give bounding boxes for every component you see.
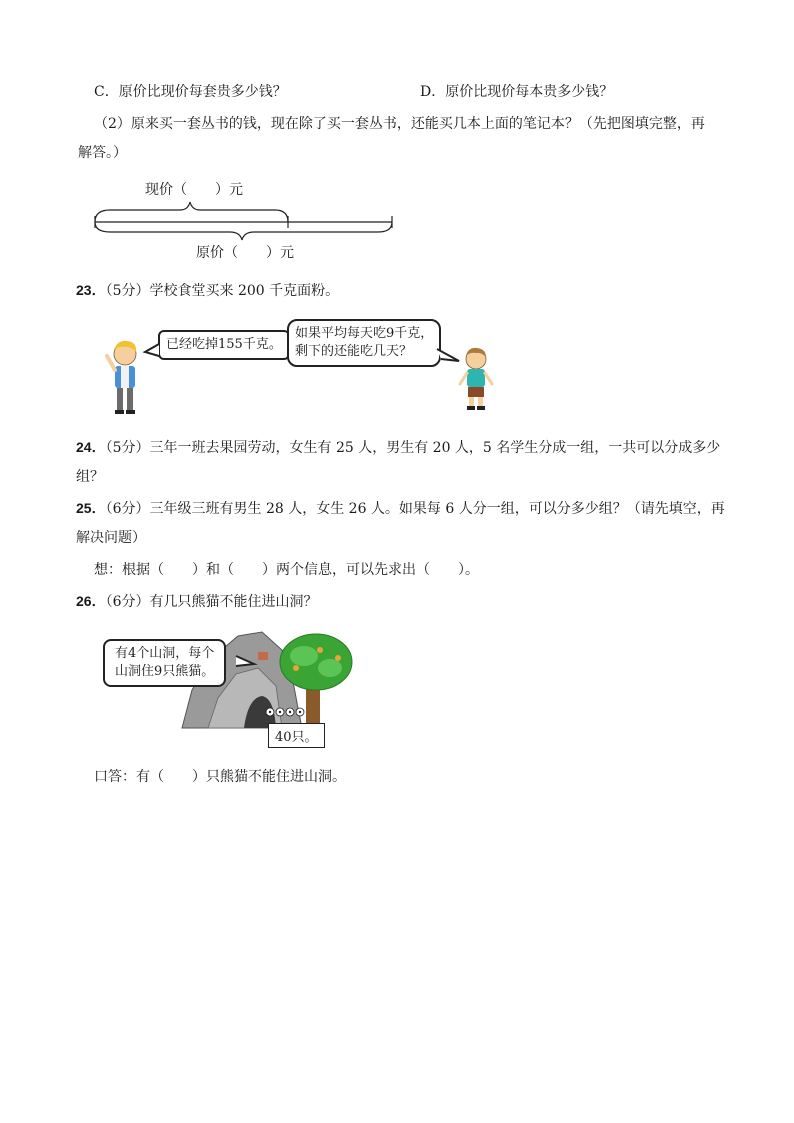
top-brace	[95, 202, 288, 222]
q26-heading	[76, 591, 318, 612]
speech-bubble-question	[287, 319, 441, 367]
q24-number: 24．	[76, 439, 106, 455]
q24-line2: 组？	[76, 469, 104, 485]
speech-bubble-eaten: 已经吃掉155千克。	[158, 330, 290, 360]
q23-number: 23．	[76, 282, 106, 298]
segment-diagram	[90, 200, 400, 240]
bubble-question-line1: 如果平均每天吃9千克，	[295, 326, 434, 341]
boy-left-illustration	[105, 338, 145, 418]
option-d: D．原价比现价每本贵多少钱？	[420, 84, 614, 100]
q25-number: 25．	[76, 500, 106, 516]
diagram-top-label: 现价（ ）元	[145, 182, 243, 198]
q23-score: （5分）	[105, 283, 150, 299]
q24-text: 三年一班去果园劳动，女生有 25 人，男生有 20 人，5 名学生分成一组，一共可以分成多少	[149, 440, 721, 456]
q25-score: （6分）	[105, 501, 150, 517]
q23-text: 学校食堂买来 200 千克面粉。	[149, 283, 340, 299]
q25-line2: 解决问题）	[76, 530, 146, 546]
bubble-caves-line2: 山洞住9只熊猫。	[115, 664, 215, 679]
q26-text: 有几只熊猫不能住进山洞？	[149, 594, 318, 610]
q23-heading	[76, 280, 339, 301]
q22-part2-line1: （2）原来买一套丛书的钱，现在除了买一套丛书，还能买几本上面的笔记本？（先把图填完整，再	[94, 116, 705, 132]
option-c: C．原价比现价每套贵多少钱？	[94, 84, 287, 100]
q25-text: 三年级三班有男生 28 人，女生 26 人。如果每 6 人分一组，可以分多少组？（请先填空，再	[149, 501, 725, 517]
speech-bubble-caves	[103, 639, 226, 687]
panda-count-label: 40只。	[268, 723, 325, 748]
diagram-bottom-label: 原价（ ）元	[196, 245, 294, 261]
q24-score: （5分）	[105, 440, 150, 456]
boy-right-illustration	[456, 346, 496, 412]
bubble-caves-line1: 有4个山洞，每个	[115, 646, 215, 661]
q25-line1	[76, 498, 725, 519]
q26-number: 26．	[76, 593, 106, 609]
q24-line1	[76, 437, 720, 458]
q25-think: 想：根据（ ）和（ ）两个信息，可以先求出（ ）。	[94, 562, 479, 578]
bubble-question-line2: 剩下的还能吃几天？	[295, 344, 413, 359]
bottom-brace	[95, 222, 392, 240]
q26-score: （6分）	[105, 594, 150, 610]
q22-part2-line2: 解答。）	[78, 145, 127, 161]
q26-answer: 口答：有（ ）只熊猫不能住进山洞。	[94, 769, 346, 785]
